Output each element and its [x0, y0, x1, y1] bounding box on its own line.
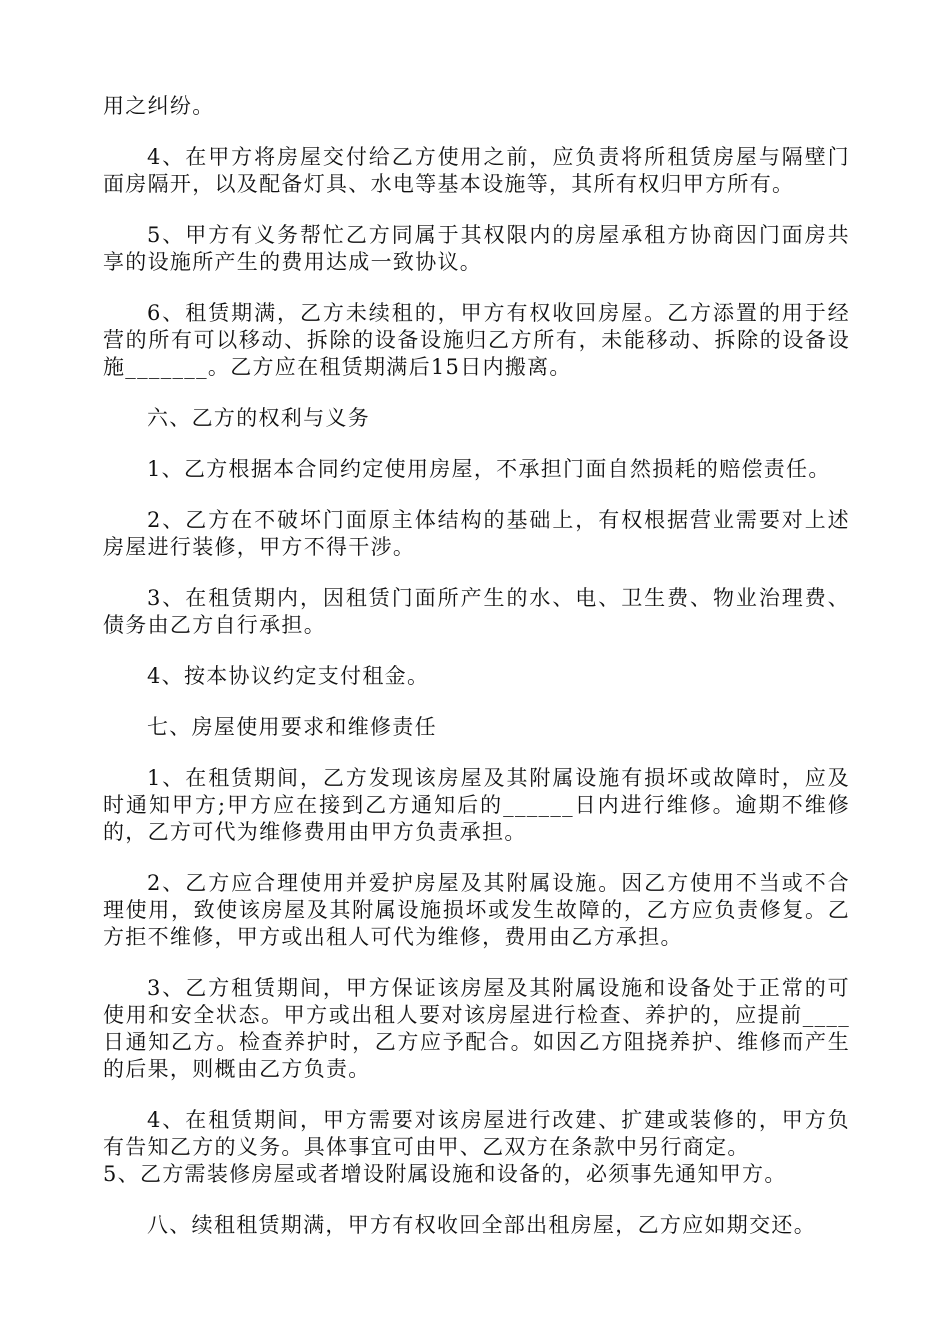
clause-1-maintenance: 1、在租赁期间，乙方发现该房屋及其附属设施有损坏或故障时，应及时通知甲方;甲方应在接到乙方通知后的______日内进行维修。逾期不维修的，乙方可代为维修费用由甲方负责承担。	[103, 766, 850, 844]
clause-4-landlord: 4、在甲方将房屋交付给乙方使用之前，应负责将所租赁房屋与隔壁门面房隔开，以及配备灯具、水电等基本设施等，其所有权归甲方所有。	[103, 145, 850, 196]
clause-1-tenant: 1、乙方根据本合同约定使用房屋，不承担门面自然损耗的赔偿责任。	[147, 457, 831, 481]
clause-6-landlord: 6、租赁期满，乙方未续租的，甲方有权收回房屋。乙方添置的用于经营的所有可以移动、拆除的设备设施归乙方所有，未能移动、拆除的设备设施_______。乙方应在租赁期满后15日内搬离。	[103, 301, 850, 379]
clause-5-maintenance: 5、乙方需装修房屋或者增设附属设施和设备的，必须事先通知甲方。	[103, 1162, 787, 1186]
clause-2-maintenance: 2、乙方应合理使用并爱护房屋及其附属设施。因乙方使用不当或不合理使用，致使该房屋及其附属设施损坏或发生故障的，乙方应负责修复。乙方拒不维修，甲方或出租人可代为维修，费用由乙方承担。	[103, 871, 850, 949]
paragraph-continuation: 用之纠纷。	[103, 94, 215, 118]
section-heading-8: 八、续租租赁期满，甲方有权收回全部出租房屋，乙方应如期交还。	[147, 1213, 816, 1237]
clause-3-maintenance: 3、乙方租赁期间，甲方保证该房屋及其附属设施和设备处于正常的可使用和安全状态。甲方或出租人要对该房屋进行检查、养护的，应提前____日通知乙方。检查养护时，乙方应予配合。如因乙方阻挠养护、维修而产生的后果，则概由乙方负责。	[103, 976, 850, 1081]
section-heading-6: 六、乙方的权利与义务	[147, 406, 370, 430]
clause-5-landlord: 5、甲方有义务帮忙乙方同属于其权限内的房屋承租方协商因门面房共享的设施所产生的费用达成一致协议。	[103, 223, 850, 274]
clause-3-tenant: 3、在租赁期内，因租赁门面所产生的水、电、卫生费、物业治理费、债务由乙方自行承担。	[103, 586, 850, 637]
clause-4-tenant: 4、按本协议约定支付租金。	[147, 664, 430, 688]
clause-2-tenant: 2、乙方在不破坏门面原主体结构的基础上，有权根据营业需要对上述房屋进行装修，甲方不得干涉。	[103, 508, 850, 559]
clause-4-maintenance: 4、在租赁期间，甲方需要对该房屋进行改建、扩建或装修的，甲方负有告知乙方的义务。具体事宜可由甲、乙双方在条款中另行商定。	[103, 1108, 850, 1159]
section-heading-7: 七、房屋使用要求和维修责任	[147, 715, 437, 739]
